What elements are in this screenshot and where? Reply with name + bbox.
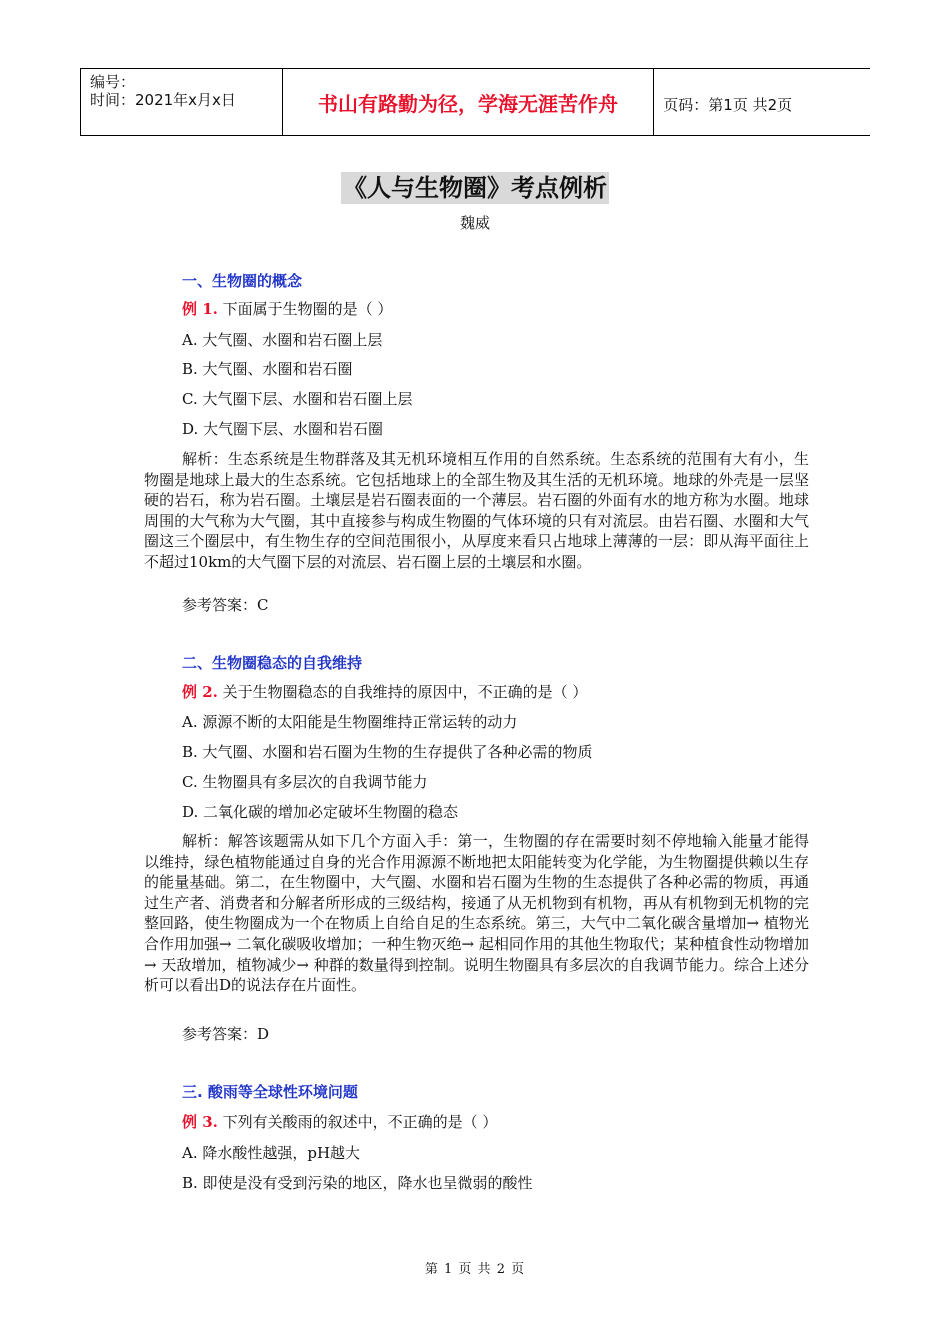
example-label-1: 例 1. bbox=[182, 300, 218, 318]
header-motto-cell bbox=[283, 69, 655, 135]
example-question-1 bbox=[182, 298, 392, 319]
question-text-2: 关于生物圈稳态的自我维持的原因中，不正确的是（ ） bbox=[217, 683, 588, 701]
header-info-cell bbox=[81, 69, 283, 135]
time-label: 时间：2021年x月x日 bbox=[90, 91, 236, 109]
page-code: 页码：第1页 共2页 bbox=[663, 96, 793, 114]
author: 魏威 bbox=[459, 214, 490, 232]
answer-1: 参考答案：C bbox=[182, 596, 269, 614]
example-question-3 bbox=[182, 1111, 497, 1132]
example-question-2 bbox=[182, 681, 587, 702]
option-1d: D. 大气圈下层、水圈和岩石圈 bbox=[182, 420, 384, 438]
header-page-cell bbox=[654, 69, 870, 135]
option-1c: C. 大气圈下层、水圈和岩石圈上层 bbox=[182, 390, 413, 408]
number-label: 编号： bbox=[90, 73, 136, 91]
motto-text: 书山有路勤为径，学海无涯苦作舟 bbox=[318, 92, 619, 116]
question-text-1: 下面属于生物圈的是（ ） bbox=[217, 300, 393, 318]
analysis-2: 解析：解答该题需从如下几个方面入手：第一，生物圈的存在需要时刻不停地输入能量才能得以维持，绿色植物能通过自身的光合作用源源不断地把太阳能转变为化学能，为生物圈提供赖以生存的能量基础。第二，在生物圈中，大气圈、水圈和岩石圈为生物的生态提供了各种必需的物质，再通过生产者、消费者和分解者所形成的三级结构，接通了从无机物到有机物，再从有机物到无机物的完整回路，使生物圈成为一个在物质上自给自足的生态系统。第三，大气中二氧化碳含量增加→ 植物光合作用加强→ 二氧化碳吸收增加；一种生物灭绝→ 起相同作用的其他生物取代；某种植食性动物增加→ 天敌增加，植物减少→ 种群的数量得到控制。说明生物圈具有多层次的自我调节能力。综合上述分析可以看出D的说法存在片面性。 bbox=[144, 832, 809, 995]
option-2b: B. 大气圈、水圈和岩石圈为生物的生存提供了各种必需的物质 bbox=[182, 743, 593, 761]
page-title: 《人与生物圈》考点例析 bbox=[343, 174, 607, 202]
option-1b: B. 大气圈、水圈和岩石圈 bbox=[182, 360, 353, 378]
question-text-3: 下列有关酸雨的叙述中，不正确的是（ ） bbox=[217, 1113, 498, 1131]
section-heading-1: 一、生物圈的概念 bbox=[182, 272, 303, 290]
header-table bbox=[80, 68, 870, 136]
option-3b: B. 即使是没有受到污染的地区，降水也呈微弱的酸性 bbox=[182, 1174, 533, 1192]
example-label-3: 例 3. bbox=[182, 1113, 218, 1131]
example-label-2: 例 2. bbox=[182, 683, 218, 701]
title-wrap bbox=[0, 172, 950, 204]
option-2d: D. 二氧化碳的增加必定破坏生物圈的稳态 bbox=[182, 803, 459, 821]
answer-2: 参考答案：D bbox=[182, 1025, 270, 1043]
analysis-1: 解析：生态系统是生物群落及其无机环境相互作用的自然系统。生态系统的范围有大有小，生物圈是地球上最大的生态系统。它包括地球上的全部生物及其生活的无机环境。地球的外壳是一层坚硬的岩石，称为岩石圈。土壤层是岩石圈表面的一个薄层。岩石圈的外面有水的地方称为水圈。地球周围的大气称为大气圈，其中直接参与构成生物圈的气体环境的只有对流层。由岩石圈、水圈和大气圈这三个圈层中，有生物生存的空间范围很小，从厚度来看只占地球上薄薄的一层：即从海平面往上不超过10km的大气圈下层的对流层、岩石圈上层的土壤层和水圈。 bbox=[144, 450, 809, 571]
option-2c: C. 生物圈具有多层次的自我调节能力 bbox=[182, 773, 428, 791]
option-3a: A. 降水酸性越强，pH越大 bbox=[182, 1144, 361, 1162]
option-1a: A. 大气圈、水圈和岩石圈上层 bbox=[182, 331, 383, 349]
section-heading-2: 二、生物圈稳态的自我维持 bbox=[182, 654, 363, 672]
page-footer: 第 1 页 共 2 页 bbox=[424, 1262, 526, 1277]
section-heading-3: 三. 酸雨等全球性环境问题 bbox=[182, 1083, 358, 1101]
option-2a: A. 源源不断的太阳能是生物圈维持正常运转的动力 bbox=[182, 713, 518, 731]
